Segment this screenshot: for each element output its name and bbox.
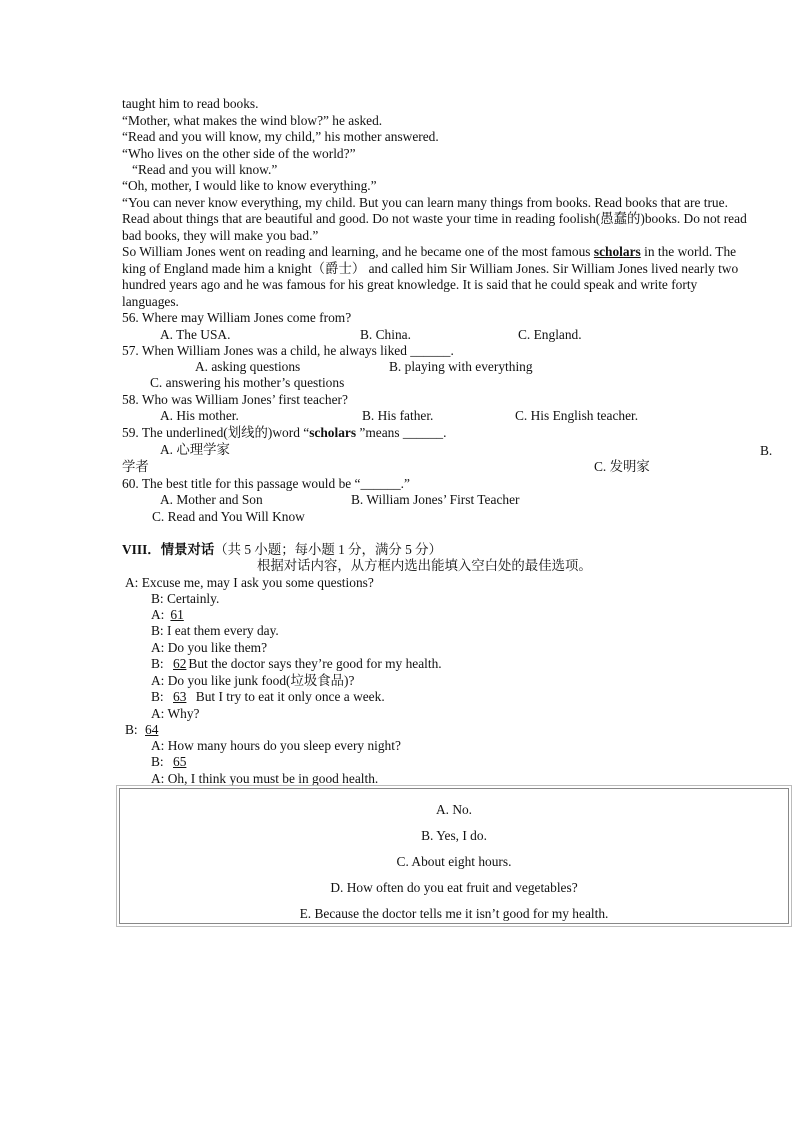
dialogue-line — [125, 722, 158, 738]
option-e: E. Because the doctor tells me it isn’t good for my health. — [299, 906, 609, 921]
passage-line: “Read and you will know, my child,” his mother answered. — [122, 129, 439, 144]
question-57-option-a: A. asking questions — [195, 359, 301, 374]
underlined-word: scholars — [593, 244, 641, 259]
question-59-option-a: A. 心理学家 — [160, 442, 230, 457]
passage-line: “Oh, mother, I would like to know everything.” — [122, 178, 377, 193]
option-a: A. No. — [435, 802, 473, 817]
question-56-option-a: A. The USA. — [160, 327, 231, 342]
question-60-option-a: A. Mother and Son — [160, 492, 263, 507]
question-57-option-c: C. answering his mother’s questions — [150, 375, 345, 390]
question-59-stem — [122, 425, 446, 441]
passage-text: So William Jones went on reading and learning, and he became one of the most famous — [122, 244, 591, 259]
question-56-option-c: C. England. — [518, 327, 582, 342]
passage-line: “Who lives on the other side of the world?” — [122, 146, 356, 161]
dialogue-text: But I try to eat it only once a week. — [195, 689, 385, 704]
passage-line: hundred years ago and he was famous for his great knowledge. It is said that he could speak and write forty — [122, 277, 698, 292]
dialogue-line: A: Why? — [151, 706, 200, 721]
speaker: B: — [125, 722, 138, 737]
passage-line: taught him to read books. — [122, 96, 259, 111]
dialogue-line: B: Certainly. — [151, 591, 220, 606]
dialogue-line — [151, 754, 190, 770]
speaker: A: — [151, 607, 165, 622]
blank-62: 62 — [173, 656, 187, 671]
speaker: B: — [151, 689, 164, 704]
blank-61: 61 — [170, 607, 184, 622]
question-60-stem: 60. The best title for this passage would be “______.” — [122, 476, 410, 491]
passage-line: Read about things that are beautiful and good. Do not waste your time in reading foolish(愚蠢的)books. Do not read — [122, 211, 747, 226]
passage-line: bad books, they will make you bad.” — [122, 228, 319, 243]
dialogue-line — [151, 607, 188, 623]
speaker: B: — [151, 656, 164, 671]
dialogue-line: A: Do you like junk food(垃圾食品)? — [151, 673, 355, 688]
question-58-stem: 58. Who was William Jones’ first teacher? — [122, 392, 348, 407]
dialogue-line — [151, 656, 442, 672]
dialogue-line: A: Do you like them? — [151, 640, 268, 655]
option-c: C. About eight hours. — [396, 854, 512, 869]
dialogue-text: But the doctor says they’re good for my health. — [188, 656, 442, 671]
question-57-option-b: B. playing with everything — [389, 359, 533, 374]
passage-line: “Read and you will know.” — [132, 162, 278, 177]
question-59-option-b-text: 学者 — [122, 459, 149, 474]
question-57-stem: 57. When William Jones was a child, he always liked ______. — [122, 343, 454, 358]
question-59-option-b: B. — [760, 443, 773, 458]
option-b: B. Yes, I do. — [421, 828, 487, 843]
dialogue-line: A: Excuse me, may I ask you some questions? — [125, 575, 374, 590]
question-59-option-c: C. 发明家 — [594, 459, 650, 474]
dialogue-line: A: Oh, I think you must be in good health. — [151, 771, 379, 786]
question-58-option-b: B. His father. — [362, 408, 434, 423]
passage-line: languages. — [122, 294, 179, 309]
stem-text: ”means ______. — [356, 425, 447, 440]
stem-text: 59. The underlined(划线的)word “ — [122, 425, 310, 440]
question-58-option-c: C. His English teacher. — [515, 408, 639, 423]
option-d: D. How often do you eat fruit and vegetables? — [330, 880, 578, 895]
section-8-heading — [122, 542, 442, 558]
blank-65: 65 — [173, 754, 187, 769]
blank-63: 63 — [173, 689, 187, 704]
question-60-option-c: C. Read and You Will Know — [152, 509, 305, 524]
passage-text: in the world. The — [644, 244, 737, 259]
section-8-title: VIII．情景对话 — [122, 542, 215, 557]
dialogue-line — [151, 689, 385, 705]
question-58-option-a: A. His mother. — [160, 408, 239, 423]
section-8-instruction: 根据对话内容，从方框内选出能填入空白处的最佳选项。 — [257, 558, 592, 573]
question-56-option-b: B. China. — [360, 327, 411, 342]
question-60-option-b: B. William Jones’ First Teacher — [351, 492, 520, 507]
speaker: B: — [151, 754, 164, 769]
section-8-note: （共 5 小题；每小题 1 分，满分 5 分） — [214, 542, 442, 557]
options-box — [119, 788, 789, 924]
passage-line — [122, 244, 736, 260]
passage-line: “You can never know everything, my child. But you can learn many things from books. Read books that are true. — [122, 195, 728, 210]
stem-keyword: scholars — [309, 425, 357, 440]
dialogue-line: B: I eat them every day. — [151, 623, 279, 638]
blank-64: 64 — [145, 722, 159, 737]
passage-line: “Mother, what makes the wind blow?” he asked. — [122, 113, 383, 128]
dialogue-line: A: How many hours do you sleep every night? — [151, 738, 401, 753]
question-56-stem: 56. Where may William Jones come from? — [122, 310, 352, 325]
passage-line: king of England made him a knight（爵士） and called him Sir William Jones. Sir William Jones lived nearly two — [122, 261, 739, 276]
